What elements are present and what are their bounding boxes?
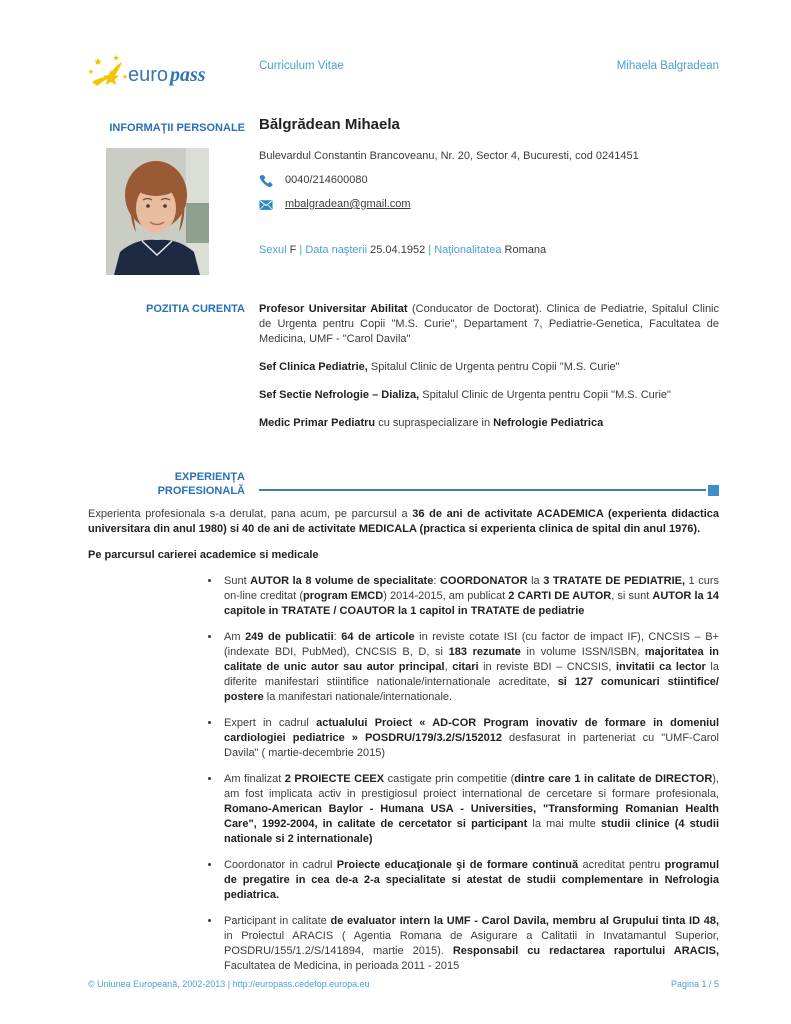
separator: | <box>428 244 432 256</box>
person-name: Bălgrădean Mihaela <box>259 116 400 133</box>
personal-info-content <box>259 117 719 275</box>
europass-logo <box>88 52 245 97</box>
document-title: Curriculum Vitae <box>259 60 344 72</box>
section-label-experience <box>88 470 245 498</box>
position-paragraph: Sef Sectie Nefrologie – Dializa, Spitalul Clinic de Urgenta pentru Copii "M.S. Curie" <box>259 389 671 401</box>
birth-date-value: 25.04.1952 <box>370 244 426 256</box>
europass-logo-icon <box>88 52 238 92</box>
experience-bullet-list <box>88 574 719 974</box>
email-icon <box>259 198 273 212</box>
personal-info-label-column <box>88 117 245 275</box>
svg-text:euro: euro <box>128 64 169 86</box>
current-position-content <box>259 302 719 444</box>
experience-intro: Experienta profesionala s-a derulat, pana acum, pe parcursul a 36 de ani de activitate ACADEMICA (experienta didactica universitara din anul 1980) si 40 de ani de activitate MEDICALA (practica si experienta clinica de spital din anul 1976). <box>88 508 720 535</box>
page-header <box>88 52 719 97</box>
experience-bullet: • Am 249 de publicatii: 64 de articole in reviste cotate ISI (cu factor de impact IF), CNCSIS – B+ (indexate BDI, PubMed), CNCSIS B, D, si 183 rezumate in volume ISSN/ISBN, majoritatea in calitate de unic autor sau autor principal, citari in reviste BDI – CNCSIS, invitatii ca lector la diferite manifestari stiintifice nationale/internationale acreditate, si 127 comunicari stiintifice/ postere la manifestari nationale/internationale. <box>221 630 719 705</box>
separator: | <box>299 244 303 256</box>
svg-text:pass: pass <box>170 64 206 86</box>
experience-label-line1: EXPERIENŢA <box>174 471 245 483</box>
profile-photo <box>106 148 209 275</box>
birth-date-label: Data naşterii <box>305 244 368 256</box>
experience-bullet: • Sunt AUTOR la 8 volume de specialitate: COORDONATOR la 3 TRATATE DE PEDIATRIE, 1 curs on-line creditat (program EMCD) 2014-2015, am publicat 2 CARTI DE AUTOR, si sunt AUTOR la 14 capitole in TRATATE / COAUTOR la 1 capitol in TRATATE de pediatrie <box>221 574 719 619</box>
experience-bullet: • Am finalizat 2 PROIECTE CEEX castigate prin competitie (dintre care 1 in calitate de DIRECTOR), am fost implicata activ in prestigiosul proiect international de cercetare si formare profesionala, Romano-American Baylor - Humana USA - Universities, "Transforming Romanian Health Care", 1992-2004, in calitate de cercetator si participant la mai multe studii clinice (4 studii nationale si 2 internationale) <box>221 772 719 847</box>
email-line <box>259 197 719 212</box>
position-paragraph: Medic Primar Pediatru cu supraspecializare in Nefrologie Pediatrica <box>259 417 604 429</box>
nationality-value: Romana <box>504 244 547 256</box>
footer-copyright: © Uniunea Europeană, 2002-2013 | http://europass.cedefop.europa.eu <box>88 979 370 989</box>
address-line: Bulevardul Constantin Brancoveanu, Nr. 20, Sector 4, Bucuresti, cod 0241451 <box>259 150 639 162</box>
footer-page-number: Pagina 1 / 5 <box>670 979 719 989</box>
experience-heading-rule <box>259 470 719 498</box>
section-label-current-position: POZITIA CURENTA <box>146 303 245 315</box>
phone-icon <box>259 174 273 188</box>
experience-subtitle: Pe parcursul carierei academice si medicale <box>88 549 319 561</box>
nationality-label: Naţionalitatea <box>434 244 502 256</box>
experience-bullet: • Participant in calitate de evaluator intern la UMF - Carol Davila, membru al Grupului tinta ID 48, in Proiectul ARACIS ( Agentia Romana de Asigurare a Calitatii in Invatamantul Superior, POSDRU/155/1.2/S/141894, martie 2015). Responsabil cu redactarea raportului ARACIS, Facultatea de Medicina, in perioada 2011 - 2015 <box>221 914 719 974</box>
experience-section-heading <box>88 470 719 498</box>
current-position-section <box>88 302 719 444</box>
phone-line <box>259 173 719 188</box>
experience-bullet: • Expert in cadrul actualului Proiect « AD-COR Program inovativ de formare in domeniul cardiologiei pediatrice » POSDRU/179/3.2/S/152012 desfasurat in parteneriat cu "UMF-Carol Davila" ( martie-decembrie 2015) <box>221 716 719 761</box>
section-label-personal: INFORMAŢII PERSONALE <box>109 122 245 134</box>
experience-label-line2: PROFESIONALĂ <box>157 485 245 497</box>
phone-number: 0040/214600080 <box>285 174 368 186</box>
page-footer <box>88 977 719 992</box>
section-rule-line <box>259 489 706 491</box>
header-owner-name: Mihaela Balgradean <box>616 60 719 72</box>
position-paragraph: Sef Clinica Pediatrie, Spitalul Clinic de Urgenta pentru Copii "M.S. Curie" <box>259 361 620 373</box>
sex-label: Sexul <box>259 244 287 256</box>
position-paragraph: Profesor Universitar Abilitat (Conducator de Doctorat). Clinica de Pediatrie, Spitalul Clinic de Urgenta pentru Copii "M.S. Curie", Departament 7, Pediatrie-Genetica, Facultatea de Medicina, UMF - "Carol Davila" <box>259 303 720 345</box>
email-link[interactable]: mbalgradean@gmail.com <box>285 198 411 210</box>
demographics-line <box>259 243 719 258</box>
personal-info-section <box>88 117 719 275</box>
sex-value: F <box>289 244 297 256</box>
experience-bullet: • Coordonator in cadrul Proiecte educaţionale şi de formare continuă acreditat pentru programul de pregatire in cea de-a 2-a specialitate si atestat de studii complementare in Nefrologia pediatrica. <box>221 858 719 903</box>
section-rule-square <box>708 485 719 496</box>
